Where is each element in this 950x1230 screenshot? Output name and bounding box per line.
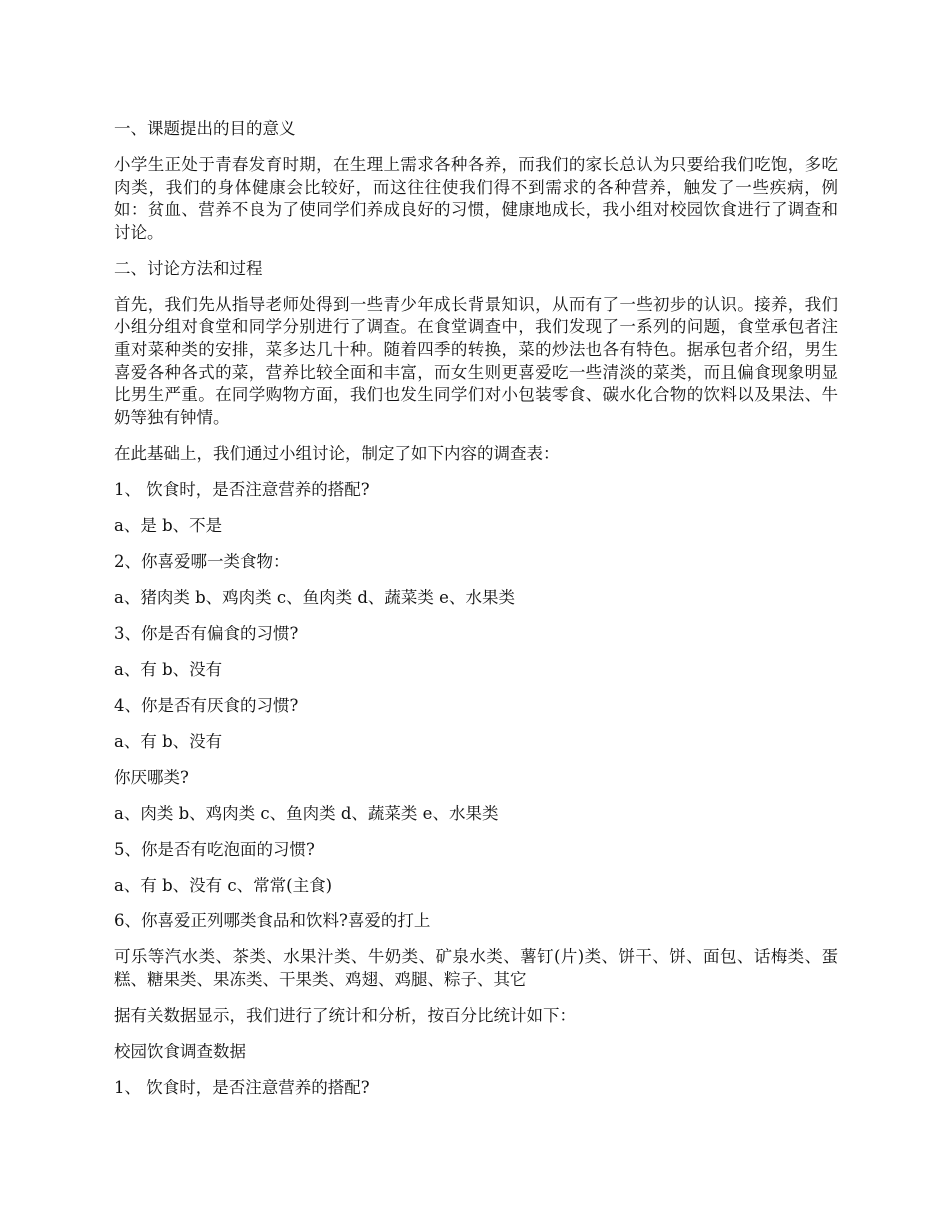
survey-options-4-followup: a、肉类 b、鸡肉类 c、鱼肉类 d、蔬菜类 e、水果类 (114, 803, 499, 823)
survey-options-1: a、是 b、不是 (114, 515, 223, 535)
document-page (114, 118, 838, 1113)
paragraph-purpose-body: 小学生正处于青春发育时期，在生理上需求各种各养，而我们的家长总认为只要给我们吃饱，多吃肉类，我们的身体健康会比较好，而这往往使我们得不到需求的各种营养，触发了一些疾病，例如：贫血、营养不良为了使同学们养成良好的习惯，健康地成长，我小组对校园饮食进行了调查和讨论。 (114, 154, 838, 242)
survey-options-4: a、有 b、没有 (114, 731, 223, 751)
survey-question-6: 6、你喜爱正列哪类食品和饮料?喜爱的打上 (114, 911, 431, 931)
survey-question-2: 2、你喜爱哪一类食物： (114, 551, 290, 571)
survey-options-6: 可乐等汽水类、茶类、水果汁类、牛奶类、矿泉水类、薯钉(片)类、饼干、饼、面包、话梅类、蛋糕、糖果类、果冻类、干果类、鸡翅、鸡腿、粽子、其它 (114, 947, 838, 990)
survey-question-5: 5、你是否有吃泡面的习惯? (114, 839, 315, 859)
survey-question-1: 1、 饮食时，是否注意营养的搭配? (114, 479, 370, 499)
section-heading-method: 二、讨论方法和过程 (114, 258, 263, 278)
survey-question-3: 3、你是否有偏食的习惯? (114, 623, 299, 643)
survey-options-5: a、有 b、没有 c、常常(主食) (114, 875, 333, 895)
survey-question-4-followup: 你厌哪类? (114, 767, 189, 787)
survey-question-4: 4、你是否有厌食的习惯? (114, 695, 299, 715)
paragraph-method-body: 首先，我们先从指导老师处得到一些青少年成长背景知识，从而有了一些初步的认识。接养，我们小组分组对食堂和同学分别进行了调查。在食堂调查中，我们发现了一系列的问题，食堂承包者注重对菜种类的安排，菜多达几十种。随着四季的转换，菜的炒法也各有特色。据承包者介绍，男生喜爱各种各式的菜，营养比较全面和丰富，而女生则更喜爱吃一些清淡的菜类，而且偏食现象明显比男生严重。在同学购物方面，我们也发生同学们对小包装零食、碳水化合物的饮料以及果法、牛奶等独有钟情。 (114, 294, 838, 427)
survey-options-3: a、有 b、没有 (114, 659, 223, 679)
survey-options-2: a、猪肉类 b、鸡肉类 c、鱼肉类 d、蔬菜类 e、水果类 (114, 587, 515, 607)
paragraph-statistics-intro: 据有关数据显示，我们进行了统计和分析，按百分比统计如下： (114, 1006, 576, 1026)
paragraph-survey-intro: 在此基础上，我们通过小组讨论，制定了如下内容的调查表： (114, 443, 560, 463)
section-heading-data: 校园饮食调查数据 (114, 1042, 246, 1062)
section-heading-purpose: 一、课题提出的目的意义 (114, 119, 296, 138)
data-question-1: 1、 饮食时，是否注意营养的搭配? (114, 1078, 370, 1098)
